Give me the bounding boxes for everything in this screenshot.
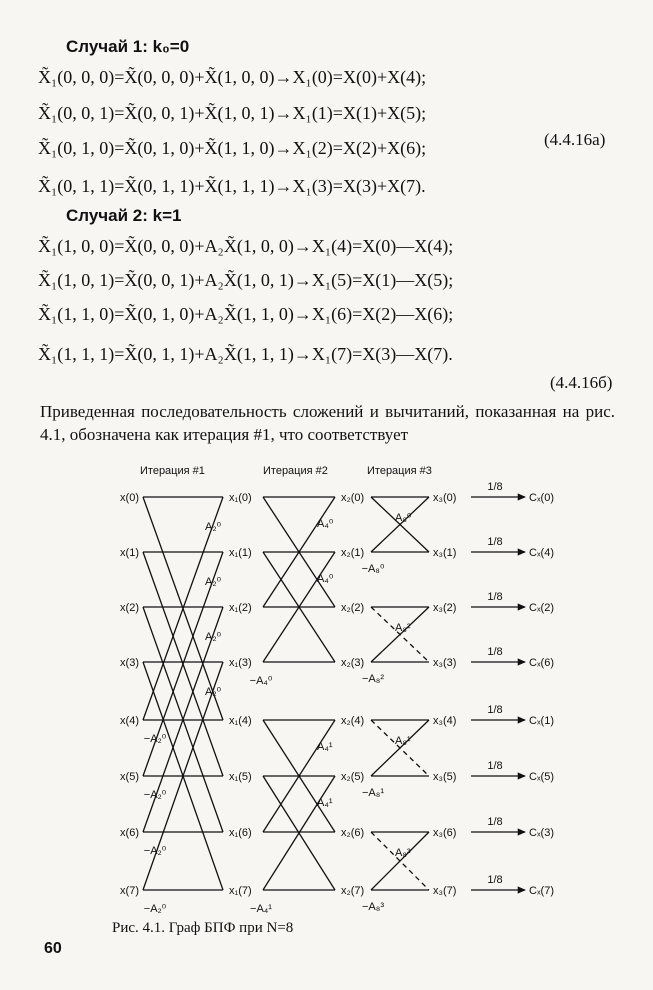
twiddle-stage3-plus-0: A₈⁰ — [395, 512, 412, 524]
input-label-x4: x(4) — [120, 715, 139, 727]
twiddle-stage2-plus-2: A₄¹ — [317, 741, 333, 753]
x2-label-4: x₂(4) — [341, 715, 365, 727]
twiddle-stage1-plus-1: A₂⁰ — [205, 576, 222, 588]
x3-label-7: x₃(7) — [433, 885, 457, 897]
x1-label-3: x₁(3) — [229, 657, 252, 669]
x1-label-4: x₁(4) — [229, 715, 252, 727]
scale-label-2: 1/8 — [487, 591, 503, 603]
equation-3: X̃₁(0, 1, 0)=X̃(0, 1, 0)+X̃(1, 1, 0)→X₁(2)=X(2)+X(6); — [38, 138, 427, 158]
equation-7: X̃₁(1, 1, 0)=X̃(0, 1, 0)+A₂X̃(1, 1, 0)→X₁(6)=X(2)—X(6); — [38, 304, 454, 324]
x2-label-5: x₂(5) — [341, 771, 365, 783]
input-label-x7: x(7) — [120, 885, 139, 897]
x2-label-6: x₂(6) — [341, 827, 365, 839]
x3-label-1: x₃(1) — [433, 547, 457, 559]
twiddle-stage2-plus-0: A₄⁰ — [317, 518, 334, 530]
output-label-cx-0: Cₓ(0) — [529, 492, 554, 504]
twiddle-stage2-minus-1: −A₄¹ — [250, 903, 272, 915]
input-label-x3: x(3) — [120, 657, 139, 669]
x1-label-7: x₁(7) — [229, 885, 252, 897]
twiddle-stage1-minus-2: −A₂⁰ — [143, 845, 167, 857]
equation-number-b: (4.4.16б) — [550, 373, 613, 392]
x1-label-2: x₁(2) — [229, 602, 252, 614]
equation-4: X̃₁(0, 1, 1)=X̃(0, 1, 1)+X̃(1, 1, 1)→X₁(3)=X(3)+X(7). — [38, 176, 426, 196]
output-label-cx-2: Cₓ(2) — [529, 602, 554, 614]
x3-label-0: x₃(0) — [433, 492, 457, 504]
x3-label-4: x₃(4) — [433, 715, 457, 727]
case-2-heading: Случай 2: k=1 — [66, 206, 182, 225]
x2-label-7: x₂(7) — [341, 885, 365, 897]
header-iteration-2: Итерация #2 — [263, 465, 328, 477]
output-label-cx-3: Cₓ(6) — [529, 657, 554, 669]
twiddle-stage2-minus-0: −A₄⁰ — [249, 675, 273, 687]
figure-caption: Рис. 4.1. Граф БПФ при N=8 — [112, 920, 294, 936]
twiddle-stage1-minus-0: −A₂⁰ — [143, 733, 167, 745]
output-label-cx-4: Cₓ(1) — [529, 715, 554, 727]
header-iteration-1: Итерация #1 — [140, 465, 205, 477]
x2-label-0: x₂(0) — [341, 492, 365, 504]
output-label-cx-7: Cₓ(7) — [529, 885, 554, 897]
input-label-x1: x(1) — [120, 547, 139, 559]
input-label-x6: x(6) — [120, 827, 139, 839]
equation-6: X̃₁(1, 0, 1)=X̃(0, 0, 1)+A₂X̃(1, 0, 1)→X₁(5)=X(1)—X(5); — [38, 270, 454, 290]
twiddle-stage3-plus-3: A₈³ — [395, 847, 411, 859]
twiddle-stage1-plus-2: A₂⁰ — [205, 631, 222, 643]
scale-label-1: 1/8 — [487, 536, 503, 548]
equation-8: X̃₁(1, 1, 1)=X̃(0, 1, 1)+A₂X̃(1, 1, 1)→X₁(7)=X(3)—X(7). — [38, 344, 453, 364]
scale-label-6: 1/8 — [487, 816, 503, 828]
scale-label-0: 1/8 — [487, 481, 503, 493]
twiddle-stage3-minus-1: −A₈² — [362, 673, 384, 685]
input-label-x5: x(5) — [120, 771, 139, 783]
scale-label-7: 1/8 — [487, 874, 503, 886]
twiddle-stage1-plus-3: A₂⁰ — [205, 686, 222, 698]
x1-label-5: x₁(5) — [229, 771, 252, 783]
scale-label-4: 1/8 — [487, 704, 503, 716]
page-number: 60 — [44, 940, 62, 957]
input-label-x2: x(2) — [120, 602, 139, 614]
twiddle-stage3-plus-1: A₈² — [395, 622, 411, 634]
case-1-heading: Случай 1: k₀=0 — [66, 37, 190, 56]
scale-label-3: 1/8 — [487, 646, 503, 658]
twiddle-stage1-minus-1: −A₂⁰ — [143, 789, 167, 801]
equation-5: X̃₁(1, 0, 0)=X̃(0, 0, 0)+A₂X̃(1, 0, 0)→X₁(4)=X(0)—X(4); — [38, 236, 454, 256]
x3-label-3: x₃(3) — [433, 657, 457, 669]
twiddle-stage3-minus-2: −A₈¹ — [362, 787, 384, 799]
x1-label-0: x₁(0) — [229, 492, 252, 504]
output-label-cx-6: Cₓ(3) — [529, 827, 554, 839]
twiddle-stage3-minus-0: −A₈⁰ — [361, 563, 385, 575]
twiddle-stage3-plus-2: A₈¹ — [395, 735, 411, 747]
body-paragraph: Приведенная последовательность сложений и вычитаний, показанная на рис. 4.1, обозначена как итерация #1, что соответствует — [40, 402, 615, 444]
x2-label-1: x₂(1) — [341, 547, 365, 559]
twiddle-stage2-plus-1: A₄⁰ — [317, 573, 334, 585]
output-label-cx-1: Cₓ(4) — [529, 547, 554, 559]
equation-1: X̃₁(0, 0, 0)=X̃(0, 0, 0)+X̃(1, 0, 0)→X₁(0)=X(0)+X(4); — [38, 67, 427, 87]
x1-label-6: x₁(6) — [229, 827, 252, 839]
x3-label-5: x₃(5) — [433, 771, 457, 783]
x2-label-3: x₂(3) — [341, 657, 365, 669]
equation-2: X̃₁(0, 0, 1)=X̃(0, 0, 1)+X̃(1, 0, 1)→X₁(1)=X(1)+X(5); — [38, 103, 427, 123]
x3-label-2: x₃(2) — [433, 602, 457, 614]
twiddle-stage2-plus-3: A₄¹ — [317, 797, 333, 809]
twiddle-stage1-plus-0: A₂⁰ — [205, 521, 222, 533]
header-iteration-3: Итерация #3 — [367, 465, 432, 477]
x1-label-1: x₁(1) — [229, 547, 252, 559]
x3-label-6: x₃(6) — [433, 827, 457, 839]
output-label-cx-5: Cₓ(5) — [529, 771, 554, 783]
equation-number-a: (4.4.16a) — [544, 130, 606, 149]
twiddle-stage3-minus-3: −A₈³ — [362, 901, 384, 913]
x2-label-2: x₂(2) — [341, 602, 365, 614]
twiddle-stage1-minus-3: −A₂⁰ — [143, 903, 167, 915]
scale-label-5: 1/8 — [487, 760, 503, 772]
fft-butterfly-graph — [95, 462, 575, 915]
input-label-x0: x(0) — [120, 492, 139, 504]
